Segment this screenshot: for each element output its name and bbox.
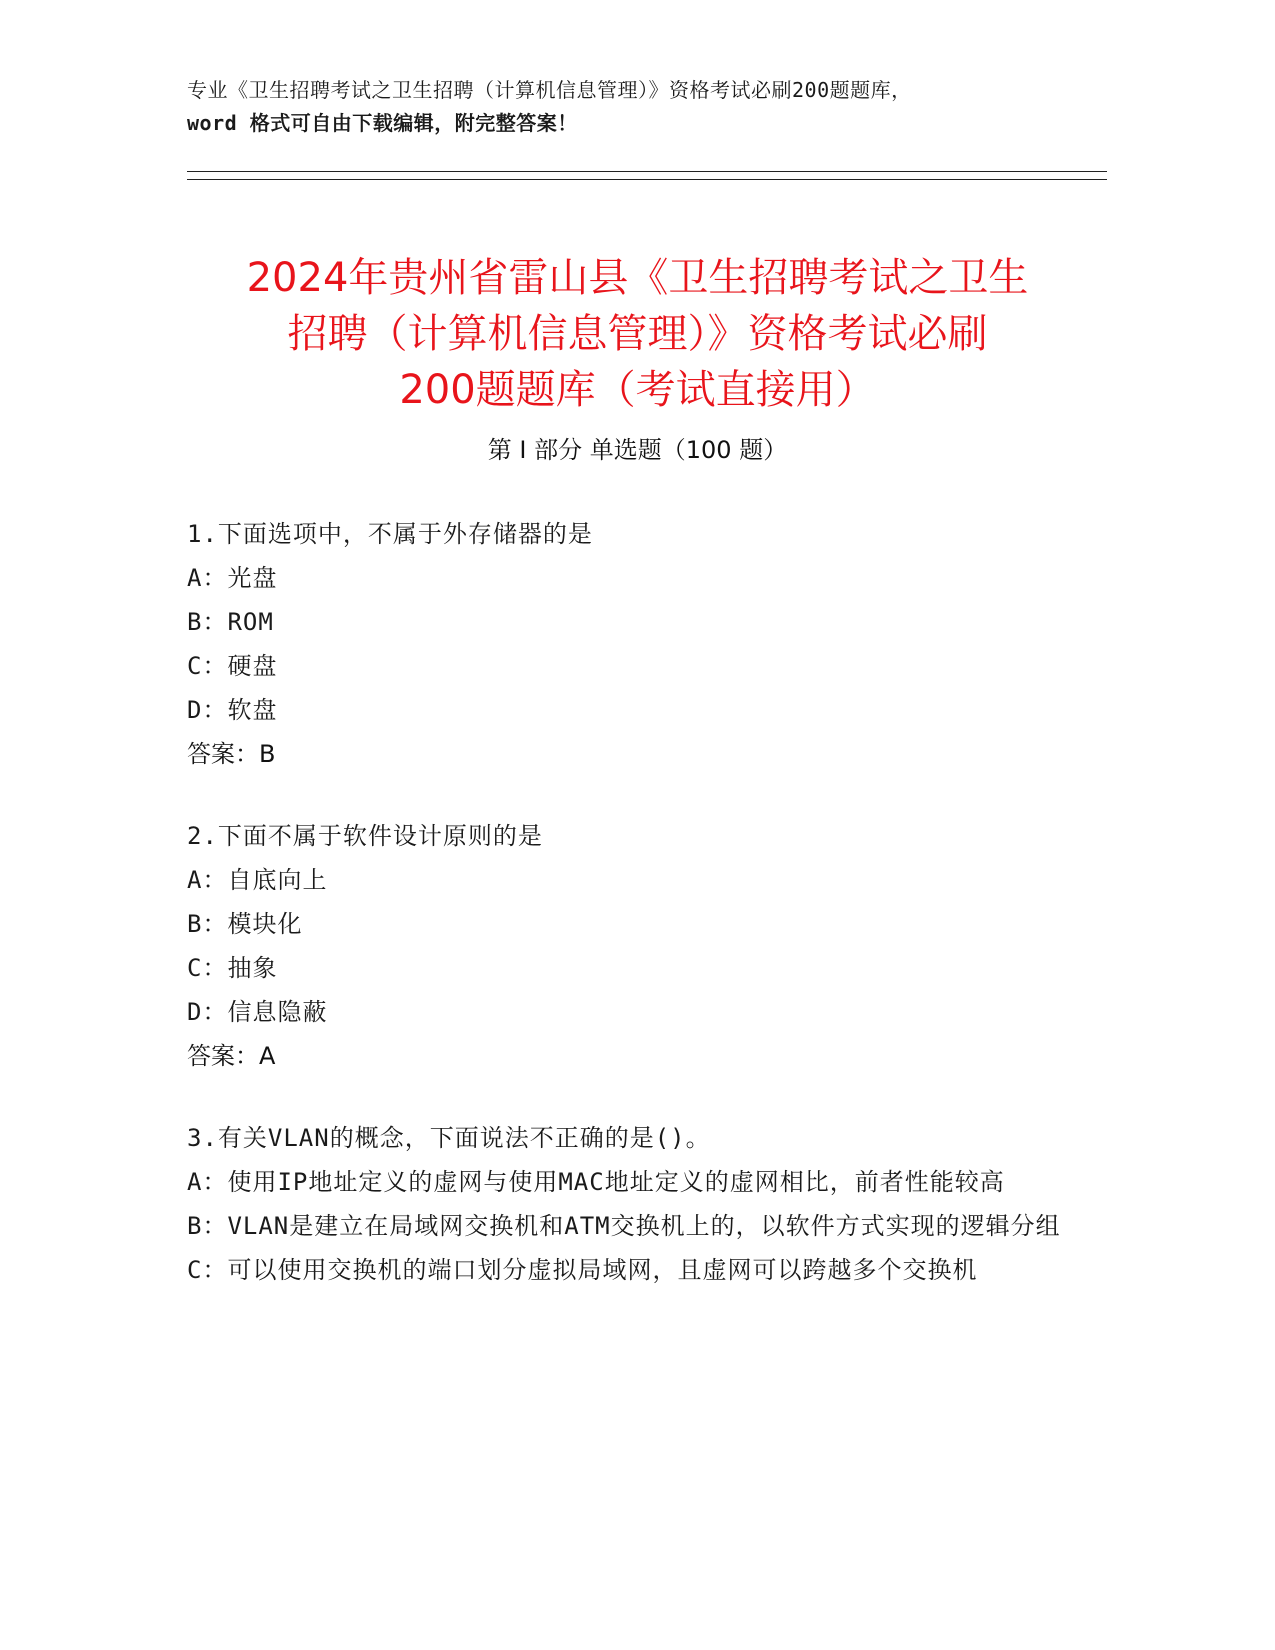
header-divider-bottom	[187, 179, 1107, 180]
header-note-line-1: 专业《卫生招聘考试之卫生招聘（计算机信息管理）》资格考试必刷200题题库，	[187, 78, 912, 102]
option-a: A：自底向上	[187, 866, 328, 894]
header-note-line-2: word 格式可自由下载编辑，附完整答案！	[187, 111, 578, 135]
document-title	[150, 250, 1125, 418]
title-line-1: 2024年贵州省雷山县《卫生招聘考试之卫生	[246, 254, 1029, 301]
option-d: D：软盘	[187, 696, 278, 724]
title-line-2: 招聘（计算机信息管理）》资格考试必刷	[287, 310, 988, 357]
option-b: B：VLAN是建立在局域网交换机和ATM交换机上的，以软件方式实现的逻辑分组	[187, 1212, 1061, 1240]
header-note	[187, 74, 1107, 140]
option-a: A：使用IP地址定义的虚网与使用MAC地址定义的虚网相比，前者性能较高	[187, 1168, 1005, 1196]
question-stem: 2.下面不属于软件设计原则的是	[187, 822, 543, 850]
title-line-3: 200题题库（考试直接用）	[399, 366, 876, 413]
question-3	[187, 1116, 1087, 1292]
question-2	[187, 814, 1087, 1078]
question-list	[187, 512, 1087, 1330]
option-b: B：ROM	[187, 608, 274, 636]
answer: 答案：A	[187, 1042, 276, 1070]
option-d: D：信息隐蔽	[187, 998, 328, 1026]
question-1	[187, 512, 1087, 776]
option-b: B：模块化	[187, 910, 303, 938]
question-stem: 3.有关VLAN的概念，下面说法不正确的是()。	[187, 1124, 711, 1152]
option-c: C：可以使用交换机的端口划分虚拟局域网，且虚网可以跨越多个交换机	[187, 1256, 978, 1284]
option-a: A：光盘	[187, 564, 278, 592]
answer: 答案：B	[187, 740, 276, 768]
header-divider-top	[187, 171, 1107, 172]
section-heading: 第 I 部分 单选题（100 题）	[487, 436, 788, 464]
question-stem: 1.下面选项中，不属于外存储器的是	[187, 520, 593, 548]
option-c: C：硬盘	[187, 652, 278, 680]
option-c: C：抽象	[187, 954, 278, 982]
